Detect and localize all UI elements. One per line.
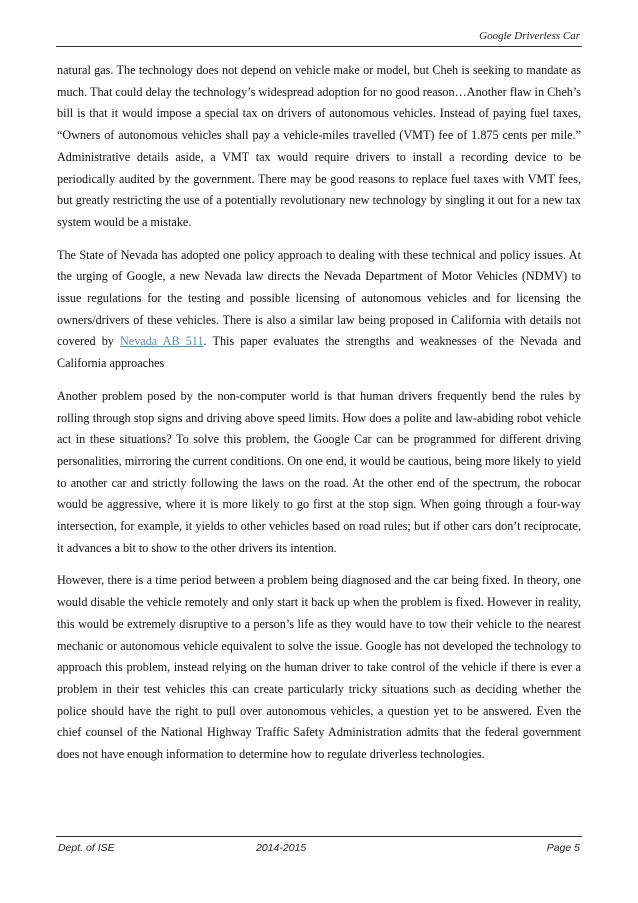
- paragraph-2-text-before: The State of Nevada has adopted one policy approach to dealing with these technical and policy issues. At the urging of Google, a new Nevada law directs the Nevada Department of Motor Vehicles (NDMV) to issue regulations for the testing and possible licensing of autonomous vehicles and for licensing the owners/drivers of these vehicles. There is also a similar law being proposed in California with details not covered by: [57, 247, 581, 349]
- header-divider: [56, 46, 582, 47]
- nevada-ab-511-link[interactable]: Nevada AB 511: [120, 334, 204, 349]
- document-body: [57, 60, 581, 777]
- paragraph-2-text-after: . This paper evaluates the strengths and weaknesses of the Nevada and California approaches: [57, 334, 581, 371]
- running-header: Google Driverless Car: [479, 30, 580, 42]
- footer-divider: [56, 836, 582, 837]
- footer-page-number: Page 5: [546, 842, 580, 854]
- paragraph-3: Another problem posed by the non-computer world is that human drivers frequently bend the rules by rolling through stop signs and driving above speed limits. How does a polite and law-abiding robot vehicle act in these situations? To solve this problem, the Google Car can be programmed for different driving personalities, mirroring the current conditions. On one end, it would be cautious, being more likely to yield to another car and strictly following the laws on the road. At the other end of the spectrum, the robocar would be aggressive, where it is more likely to go first at the stop sign. When going through a four-way intersection, for example, it yields to other vehicles based on road rules; but if other cars don’t reciprocate, it advances a bit to show to the other drivers its intention.: [57, 388, 581, 555]
- paragraph-1: natural gas. The technology does not depend on vehicle make or model, but Cheh is seeking to mandate as much. That could delay the technology’s widespread adoption for no good reason…Another flaw in Cheh’s bill is that it would impose a special tax on drivers of autonomous vehicles. Instead of paying fuel taxes, “Owners of autonomous vehicles shall pay a vehicle-miles travelled (VMT) fee of 1.875 cents per mile.” Administrative details aside, a VMT tax would require drivers to install a recording device to be periodically audited by the government. There may be good reasons to replace fuel taxes with VMT fees, but greatly restricting the use of a potentially revolutionary new technology by singling it out for a new tax system would be a mistake.: [57, 63, 581, 229]
- footer-department: Dept. of ISE: [58, 842, 115, 854]
- paragraph-2: [57, 245, 581, 375]
- footer-year: 2014-2015: [256, 842, 307, 854]
- paragraph-4: However, there is a time period between a problem being diagnosed and the car being fixed. In theory, one would disable the vehicle remotely and only start it back up when the problem is fixed. However in reality, this would be extremely disruptive to a person’s life as they would have to tow their vehicle to the nearest mechanic or autonomous vehicle equivalent to solve the issue. Google has not developed the technology to approach this problem, instead relying on the human driver to take control of the vehicle if there is ever a problem in their test vehicles this can create particularly tricky situations such as deciding whether the police should have the right to pull over autonomous vehicles, a question yet to be answered. Even the chief counsel of the National Highway Traffic Safety Administration admits that the federal government does not have enough information to determine how to regulate driverless technologies.: [57, 573, 581, 762]
